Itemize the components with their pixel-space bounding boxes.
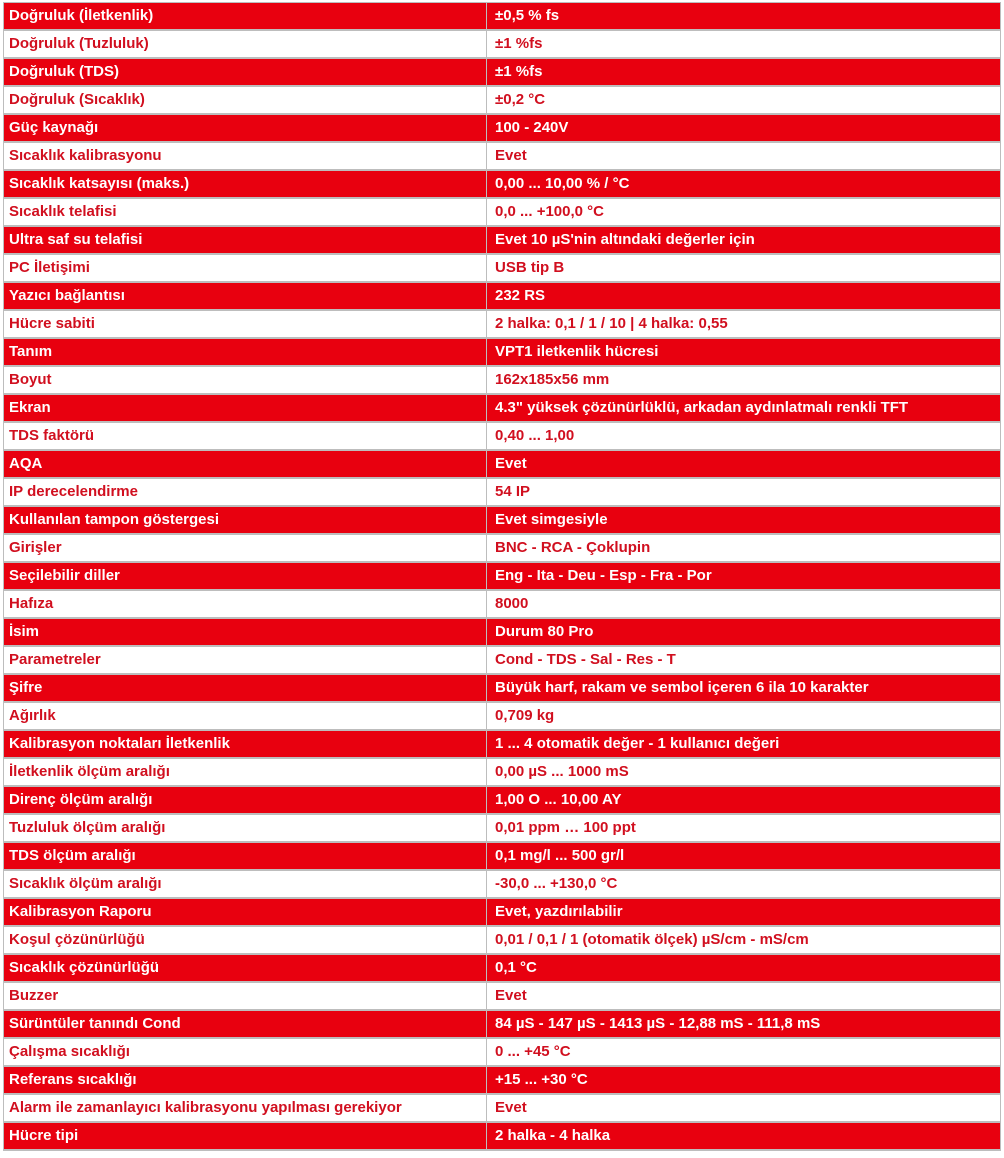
spec-row: [4, 479, 1001, 507]
spec-label: Sürüntüler tanındı Cond: [4, 1011, 487, 1039]
spec-label: Girişler: [4, 535, 487, 563]
spec-label: Çalışma sıcaklığı: [4, 1039, 487, 1067]
spec-value: 54 IP: [487, 479, 1001, 507]
spec-row: [4, 843, 1001, 871]
spec-row: [4, 199, 1001, 227]
spec-label: Yazıcı bağlantısı: [4, 283, 487, 311]
spec-value: 0,01 ppm … 100 ppt: [487, 815, 1001, 843]
spec-row: [4, 563, 1001, 591]
spec-value: Evet: [487, 1095, 1001, 1123]
spec-row: [4, 815, 1001, 843]
spec-row: [4, 535, 1001, 563]
spec-row: [4, 283, 1001, 311]
spec-label: Ultra saf su telafisi: [4, 227, 487, 255]
spec-value: Büyük harf, rakam ve sembol içeren 6 ila 10 karakter: [487, 675, 1001, 703]
spec-value: 0,40 ... 1,00: [487, 423, 1001, 451]
spec-label: Sıcaklık telafisi: [4, 199, 487, 227]
spec-label: Direnç ölçüm aralığı: [4, 787, 487, 815]
spec-value: Evet, yazdırılabilir: [487, 899, 1001, 927]
spec-row: [4, 1095, 1001, 1123]
spec-label: Hücre sabiti: [4, 311, 487, 339]
spec-label: IP derecelendirme: [4, 479, 487, 507]
spec-label: Doğruluk (TDS): [4, 59, 487, 87]
spec-label: Ekran: [4, 395, 487, 423]
spec-value: Evet 10 µS'nin altındaki değerler için: [487, 227, 1001, 255]
spec-label: PC İletişimi: [4, 255, 487, 283]
spec-value: 84 µS - 147 µS - 1413 µS - 12,88 mS - 111,8 mS: [487, 1011, 1001, 1039]
spec-row: [4, 311, 1001, 339]
spec-value: USB tip B: [487, 255, 1001, 283]
spec-value: Cond - TDS - Sal - Res - T: [487, 647, 1001, 675]
spec-value: 0,0 ... +100,0 °C: [487, 199, 1001, 227]
spec-row: [4, 339, 1001, 367]
spec-label: Hücre tipi: [4, 1123, 487, 1151]
spec-row: [4, 1067, 1001, 1095]
spec-value: VPT1 iletkenlik hücresi: [487, 339, 1001, 367]
spec-row: [4, 507, 1001, 535]
spec-label: Sıcaklık katsayısı (maks.): [4, 171, 487, 199]
spec-value: 0,709 kg: [487, 703, 1001, 731]
spec-label: Güç kaynağı: [4, 115, 487, 143]
spec-value: -30,0 ... +130,0 °C: [487, 871, 1001, 899]
spec-value: Eng - Ita - Deu - Esp - Fra - Por: [487, 563, 1001, 591]
spec-value: 0 ... +45 °C: [487, 1039, 1001, 1067]
spec-value: 0,1 °C: [487, 955, 1001, 983]
spec-row: [4, 255, 1001, 283]
spec-row: [4, 759, 1001, 787]
spec-table: [3, 2, 1001, 1151]
spec-row: [4, 1039, 1001, 1067]
spec-row: [4, 87, 1001, 115]
spec-value: Evet simgesiyle: [487, 507, 1001, 535]
spec-value: 1 ... 4 otomatik değer - 1 kullanıcı değeri: [487, 731, 1001, 759]
spec-value: 4.3" yüksek çözünürlüklü, arkadan aydınlatmalı renkli TFT: [487, 395, 1001, 423]
spec-value: Durum 80 Pro: [487, 619, 1001, 647]
spec-value: BNC - RCA - Çoklupin: [487, 535, 1001, 563]
spec-value: 232 RS: [487, 283, 1001, 311]
spec-value: 0,00 µS ... 1000 mS: [487, 759, 1001, 787]
spec-value: 100 - 240V: [487, 115, 1001, 143]
spec-row: [4, 171, 1001, 199]
spec-row: [4, 367, 1001, 395]
spec-row: [4, 451, 1001, 479]
spec-row: [4, 1011, 1001, 1039]
spec-label: Seçilebilir diller: [4, 563, 487, 591]
spec-row: [4, 115, 1001, 143]
spec-value: Evet: [487, 451, 1001, 479]
spec-label: Sıcaklık kalibrasyonu: [4, 143, 487, 171]
spec-label: AQA: [4, 451, 487, 479]
spec-label: İletkenlik ölçüm aralığı: [4, 759, 487, 787]
spec-row: [4, 227, 1001, 255]
spec-row: [4, 675, 1001, 703]
spec-label: Kalibrasyon noktaları İletkenlik: [4, 731, 487, 759]
spec-label: Buzzer: [4, 983, 487, 1011]
spec-label: Koşul çözünürlüğü: [4, 927, 487, 955]
spec-label: Tanım: [4, 339, 487, 367]
spec-value: 1,00 O ... 10,00 AY: [487, 787, 1001, 815]
spec-label: Doğruluk (Tuzluluk): [4, 31, 487, 59]
spec-value: +15 ... +30 °C: [487, 1067, 1001, 1095]
spec-label: Parametreler: [4, 647, 487, 675]
spec-row: [4, 899, 1001, 927]
spec-value: Evet: [487, 143, 1001, 171]
spec-value: ±1 %fs: [487, 31, 1001, 59]
spec-row: [4, 1123, 1001, 1151]
spec-row: [4, 31, 1001, 59]
spec-label: TDS ölçüm aralığı: [4, 843, 487, 871]
spec-label: Doğruluk (Sıcaklık): [4, 87, 487, 115]
spec-value: ±1 %fs: [487, 59, 1001, 87]
spec-value: Evet: [487, 983, 1001, 1011]
spec-row: [4, 591, 1001, 619]
spec-label: Alarm ile zamanlayıcı kalibrasyonu yapılması gerekiyor: [4, 1095, 487, 1123]
spec-row: [4, 395, 1001, 423]
spec-value: 0,00 ... 10,00 % / °C: [487, 171, 1001, 199]
spec-label: Kalibrasyon Raporu: [4, 899, 487, 927]
spec-label: Sıcaklık çözünürlüğü: [4, 955, 487, 983]
spec-row: [4, 871, 1001, 899]
spec-value: ±0,5 % fs: [487, 3, 1001, 31]
spec-label: Kullanılan tampon göstergesi: [4, 507, 487, 535]
spec-label: İsim: [4, 619, 487, 647]
spec-label: Referans sıcaklığı: [4, 1067, 487, 1095]
spec-value: 0,01 / 0,1 / 1 (otomatik ölçek) µS/cm - mS/cm: [487, 927, 1001, 955]
spec-row: [4, 787, 1001, 815]
spec-label: Şifre: [4, 675, 487, 703]
spec-value: ±0,2 °C: [487, 87, 1001, 115]
spec-row: [4, 731, 1001, 759]
spec-row: [4, 619, 1001, 647]
spec-label: Boyut: [4, 367, 487, 395]
spec-row: [4, 647, 1001, 675]
spec-label: Sıcaklık ölçüm aralığı: [4, 871, 487, 899]
spec-value: 2 halka: 0,1 / 1 / 10 | 4 halka: 0,55: [487, 311, 1001, 339]
spec-row: [4, 423, 1001, 451]
spec-row: [4, 927, 1001, 955]
spec-row: [4, 703, 1001, 731]
spec-value: 162x185x56 mm: [487, 367, 1001, 395]
spec-row: [4, 3, 1001, 31]
spec-label: TDS faktörü: [4, 423, 487, 451]
spec-row: [4, 59, 1001, 87]
spec-label: Hafıza: [4, 591, 487, 619]
spec-row: [4, 983, 1001, 1011]
spec-row: [4, 955, 1001, 983]
spec-value: 2 halka - 4 halka: [487, 1123, 1001, 1151]
spec-label: Tuzluluk ölçüm aralığı: [4, 815, 487, 843]
spec-value: 0,1 mg/l ... 500 gr/l: [487, 843, 1001, 871]
spec-label: Doğruluk (İletkenlik): [4, 3, 487, 31]
spec-label: Ağırlık: [4, 703, 487, 731]
spec-row: [4, 143, 1001, 171]
spec-value: 8000: [487, 591, 1001, 619]
